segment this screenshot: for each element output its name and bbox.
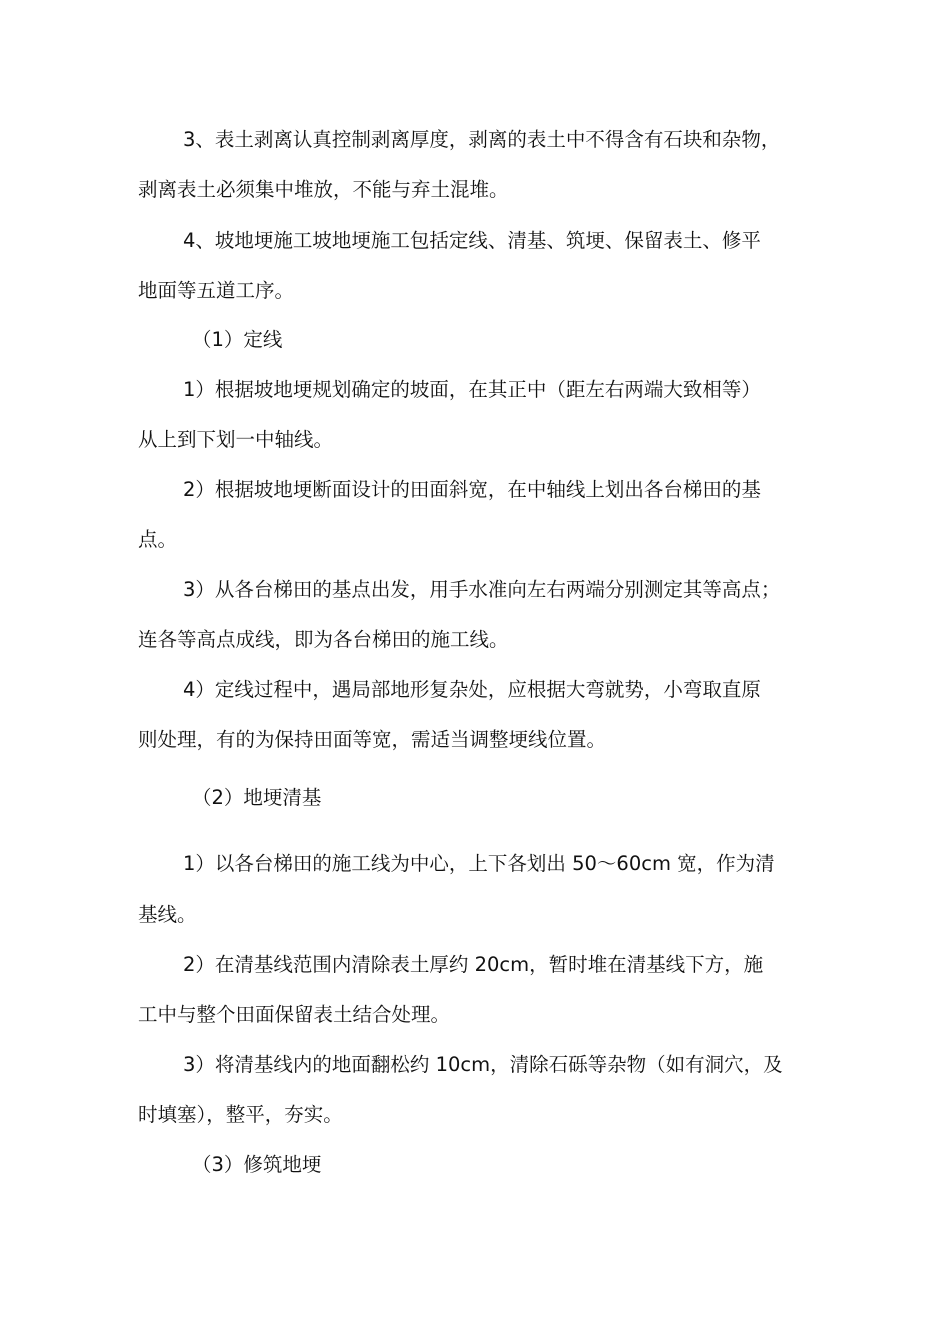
paragraph-line: 2）根据坡地埂断面设计的田面斜宽，在中轴线上划出各台梯田的基 <box>183 478 761 501</box>
section-heading: （1）定线 <box>192 328 283 351</box>
paragraph-line: 地面等五道工序。 <box>138 279 295 302</box>
paragraph-line: 工中与整个田面保留表土结合处理。 <box>138 1003 451 1026</box>
paragraph-line: 2）在清基线范围内清除表土厚约 20cm，暂时堆在清基线下方，施 <box>183 953 764 976</box>
paragraph-line: 4）定线过程中，遇局部地形复杂处，应根据大弯就势，小弯取直原 <box>183 678 761 701</box>
paragraph-line: 4、坡地埂施工坡地埂施工包括定线、清基、筑埂、保留表土、修平 <box>183 229 761 252</box>
paragraph-line: 基线。 <box>138 903 197 926</box>
paragraph-line: 时填塞），整平，夯实。 <box>138 1103 343 1126</box>
section-heading: （2）地埂清基 <box>192 786 322 809</box>
paragraph-line: 从上到下划一中轴线。 <box>138 428 334 451</box>
paragraph-line: 3、表土剥离认真控制剥离厚度，剥离的表土中不得含有石块和杂物， <box>183 128 781 151</box>
paragraph-line: 连各等高点成线，即为各台梯田的施工线。 <box>138 628 509 651</box>
paragraph-line: 1）以各台梯田的施工线为中心，上下各划出 50〜60cm 宽，作为清 <box>183 852 775 875</box>
paragraph-line: 剥离表土必须集中堆放，不能与弃土混堆。 <box>138 178 509 201</box>
section-heading: （3）修筑地埂 <box>192 1153 322 1176</box>
paragraph-line: 1）根据坡地埂规划确定的坡面，在其正中（距左右两端大致相等） <box>183 378 761 401</box>
paragraph-line: 3）从各台梯田的基点出发，用手水准向左右两端分别测定其等高点； <box>183 578 781 601</box>
paragraph-line: 3）将清基线内的地面翻松约 10cm，清除石砾等杂物（如有洞穴，及 <box>183 1053 783 1076</box>
paragraph-line: 点。 <box>138 528 178 551</box>
paragraph-line: 则处理，有的为保持田面等宽，需适当调整埂线位置。 <box>138 728 607 751</box>
